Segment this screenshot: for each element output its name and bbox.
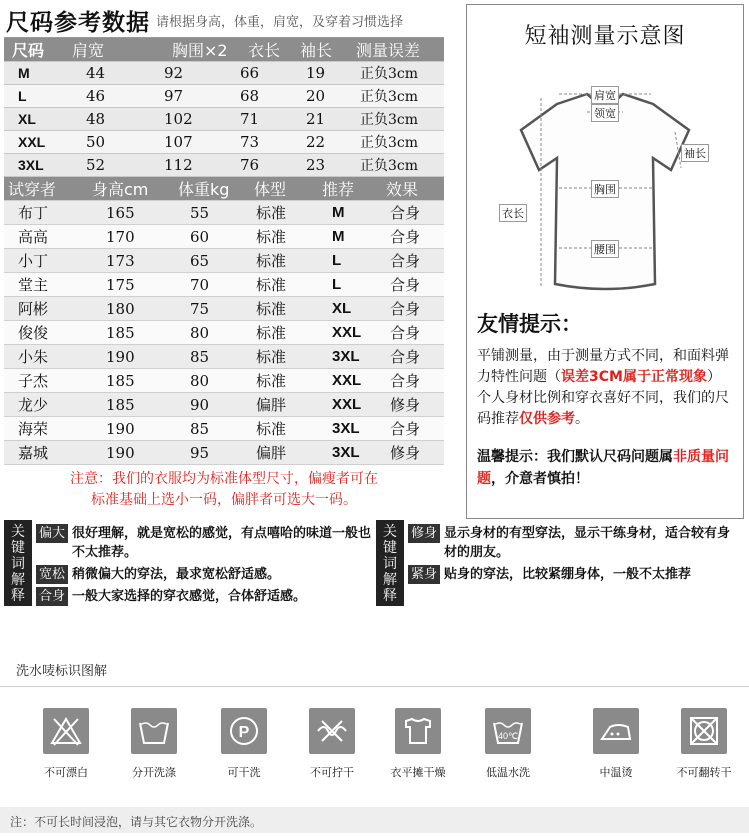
table-row (4, 108, 444, 131)
cell: 46 (86, 87, 106, 105)
cell: XXL (332, 372, 362, 389)
table-row (4, 441, 444, 465)
cell: 185 (106, 395, 135, 414)
keyword-text: 很好理解，就是宽松的感觉，有点嘻哈的味道一般也不太推荐。 (72, 526, 372, 560)
table-row (4, 345, 444, 369)
separate-wash-icon (131, 708, 177, 754)
list-item (36, 565, 372, 584)
warm-tip (467, 430, 743, 490)
cell: 标准 (256, 276, 287, 294)
side-char: 词 (383, 556, 397, 572)
cell: 44 (86, 64, 106, 82)
cell: 合身 (390, 324, 421, 342)
cell: 55 (190, 203, 210, 222)
side-char: 键 (11, 540, 25, 556)
no-wring-icon (309, 708, 355, 754)
cell: M (332, 228, 345, 245)
cell: 3XL (18, 157, 44, 173)
cell: 标准 (256, 372, 287, 390)
list-item (408, 524, 741, 562)
cell: XXL (332, 324, 362, 341)
cell: 52 (86, 156, 106, 174)
wash-label: 中温烫 (599, 766, 633, 779)
cell: 50 (86, 133, 106, 151)
tip-text: 。 (575, 411, 589, 427)
col-weight: 体重kg (178, 180, 230, 199)
dry-clean-icon (221, 708, 267, 754)
cell: 阿彬 (18, 300, 49, 318)
table-row (4, 273, 444, 297)
cell: 海荣 (18, 420, 49, 438)
cell: 标准 (256, 228, 287, 246)
wash-label: 不可拧干 (310, 766, 354, 779)
cell: 合身 (390, 276, 421, 294)
cell: 68 (240, 87, 260, 105)
cell: 185 (106, 371, 135, 390)
label-chest: 胸围 (591, 180, 619, 198)
table-row (4, 321, 444, 345)
col-sleeve: 袖长 (300, 41, 333, 60)
table-row (4, 417, 444, 441)
cell: 正负3cm (360, 135, 419, 151)
tip-text: 平铺测量，由于测量方式不同，和面料弹力特性问题（ (477, 348, 729, 385)
table-row (4, 297, 444, 321)
col-tester: 试穿者 (8, 180, 57, 199)
col-recommend: 推荐 (322, 180, 355, 199)
keyword-text: 稍微偏大的穿法，最求宽松舒适感。 (72, 567, 281, 582)
cell: 3XL (332, 348, 360, 365)
label-shoulder: 肩宽 (591, 86, 619, 104)
keyword-section (4, 520, 745, 606)
cell: 标准 (256, 420, 287, 438)
list-item (36, 587, 372, 606)
table-row (4, 154, 444, 177)
low-temp-wash-icon (485, 708, 531, 754)
table-row (4, 201, 444, 225)
warm-text: 温馨提示：我们默认尺码问题属 (477, 449, 673, 465)
label-sleeve: 袖长 (681, 144, 709, 162)
tip-text: 个人身材比例和穿衣喜好不同，我们的尺码推荐 (477, 390, 729, 427)
svg-text:P: P (238, 724, 250, 741)
side-char: 解 (11, 572, 25, 588)
keyword-text: 显示身材的有型穿法，显示干练身材，适合较有身材的朋友。 (444, 526, 731, 560)
keyword-left (32, 520, 376, 606)
wash-item (204, 708, 284, 780)
keyword-text: 一般大家选择的穿衣感觉，合体舒适感。 (72, 589, 307, 604)
cell: 97 (164, 87, 184, 105)
cell: 3XL (332, 420, 360, 437)
col-body: 体型 (254, 180, 287, 199)
col-effect: 效果 (386, 180, 419, 199)
cell: 标准 (256, 204, 287, 222)
warm-text: ，介意者慎拍！ (491, 471, 589, 487)
cell: 偏胖 (256, 396, 287, 414)
col-chest: 胸围×2 (172, 41, 228, 60)
tip-highlight: 误差3CM属于正常现象 (561, 369, 707, 385)
cell: L (18, 88, 27, 104)
cell: 堂主 (18, 276, 49, 294)
cell: 85 (190, 419, 210, 438)
label-waist: 腰围 (591, 240, 619, 258)
cell: 合身 (390, 204, 421, 222)
keyword-tag: 修身 (408, 524, 440, 543)
keyword-side-label (4, 520, 32, 606)
measurement-panel (466, 4, 744, 519)
cell: 22 (306, 133, 326, 151)
no-bleach-icon (43, 708, 89, 754)
table-row (4, 62, 444, 85)
cell: 80 (190, 371, 210, 390)
cell: 112 (164, 156, 193, 174)
cell: 73 (240, 133, 260, 151)
diagram-title: 短袖测量示意图 (524, 24, 686, 49)
tip-highlight: 仅供参考 (519, 411, 575, 427)
cell: L (332, 276, 342, 293)
washing-title: 洗水唛标识图解 (16, 664, 108, 679)
cell: 76 (240, 156, 260, 174)
table-row (4, 393, 444, 417)
tshirt-diagram (475, 58, 735, 298)
sizing-note-line2: 标准基础上选小一码，偏胖者可选大一码。 (91, 492, 357, 508)
size-table-header (4, 38, 444, 62)
cell: 修身 (390, 396, 421, 414)
side-char: 解 (383, 572, 397, 588)
keyword-side-label (376, 520, 404, 606)
size-table-body (4, 62, 444, 177)
list-item (408, 565, 741, 584)
cell: 175 (106, 275, 135, 294)
cell: 高高 (18, 228, 49, 246)
table-row (4, 85, 444, 108)
list-item (36, 524, 372, 562)
wash-item (468, 708, 548, 780)
cell: 92 (164, 64, 184, 82)
flat-dry-icon (395, 708, 441, 754)
cell: 70 (190, 275, 210, 294)
wash-item (576, 708, 656, 780)
col-shoulder: 肩宽 (72, 41, 105, 60)
cell: 正负3cm (360, 112, 419, 128)
tips-paragraph-1 (467, 338, 743, 388)
size-title: 尺码参考数据 (6, 10, 150, 36)
table-row (4, 249, 444, 273)
cell: 正负3cm (360, 89, 419, 105)
cell: L (332, 252, 342, 269)
cell: 65 (190, 251, 210, 270)
cell: 标准 (256, 252, 287, 270)
tips-title: 友情提示： (477, 312, 582, 336)
keyword-tag: 偏大 (36, 524, 68, 543)
cell: 190 (106, 419, 135, 438)
cell: 66 (240, 64, 260, 82)
size-subtitle: 请根据身高，体重，肩宽，及穿着习惯选择 (156, 15, 404, 30)
cell: 80 (190, 323, 210, 342)
col-error: 测量误差 (356, 41, 421, 60)
cell: 龙少 (18, 396, 49, 414)
table-row (4, 225, 444, 249)
cell: 合身 (390, 300, 421, 318)
cell: 165 (106, 203, 135, 222)
sizing-note (4, 465, 444, 511)
sizing-note-line1: 注意：我们的衣服均为标准体型尺寸，偏瘦者可在 (70, 471, 378, 487)
cell: XL (332, 300, 352, 317)
wash-temp-text: 40℃ (497, 731, 519, 741)
wash-label: 不可漂白 (44, 766, 88, 779)
wash-item (292, 708, 372, 780)
cell: 71 (240, 110, 260, 128)
label-length: 衣长 (499, 204, 527, 222)
cell: 20 (306, 87, 326, 105)
cell: 180 (106, 299, 135, 318)
cell: 173 (106, 251, 135, 270)
side-char: 释 (383, 588, 397, 604)
no-tumble-dry-icon (681, 708, 727, 754)
cell: 170 (106, 227, 135, 246)
cell: 嘉城 (18, 444, 49, 462)
cell: 布丁 (18, 204, 49, 222)
cell: 标准 (256, 300, 287, 318)
divider (0, 686, 749, 687)
cell: 修身 (390, 444, 421, 462)
side-char: 键 (383, 540, 397, 556)
cell: 正负3cm (360, 66, 419, 82)
try-table-header (4, 177, 444, 201)
cell: XL (18, 111, 36, 127)
cell: 合身 (390, 372, 421, 390)
cell: 90 (190, 395, 210, 414)
size-header (4, 4, 444, 38)
cell: 3XL (332, 444, 360, 461)
wash-item (664, 708, 744, 780)
cell: 95 (190, 443, 210, 462)
cell: M (332, 204, 345, 221)
wash-item (26, 708, 106, 780)
side-char: 关 (11, 524, 25, 540)
cell: M (18, 65, 30, 81)
col-length: 衣长 (248, 41, 281, 60)
warm-highlight: 非质量问题 (477, 449, 729, 487)
try-table-body (4, 201, 444, 465)
wash-label: 衣平摊干燥 (390, 766, 446, 779)
cell: 子杰 (18, 372, 49, 390)
cell: 合身 (390, 348, 421, 366)
washing-icons (0, 708, 749, 788)
cell: 75 (190, 299, 210, 318)
washing-note: 注：不可长时间浸泡，请与其它衣物分开洗涤。 (0, 807, 749, 833)
cell: 190 (106, 347, 135, 366)
cell: 23 (306, 156, 326, 174)
keyword-right (404, 520, 745, 606)
keyword-tag: 宽松 (36, 565, 68, 584)
cell: 小丁 (18, 252, 49, 270)
label-collar: 领宽 (591, 104, 619, 122)
cell: 85 (190, 347, 210, 366)
wash-item (378, 708, 458, 780)
side-char: 词 (11, 556, 25, 572)
wash-label: 不可翻转干 (676, 766, 732, 779)
side-char: 关 (383, 524, 397, 540)
wash-label: 分开洗涤 (132, 766, 176, 779)
size-reference-panel (4, 4, 444, 519)
cell: 偏胖 (256, 444, 287, 462)
keyword-text: 贴身的穿法，比较紧绷身体，一般不太推荐 (444, 567, 692, 582)
cell: 107 (164, 133, 193, 151)
wash-label: 可干洗 (227, 766, 261, 779)
wash-item (114, 708, 194, 780)
col-size: 尺码 (12, 41, 45, 60)
cell: 小朱 (18, 348, 49, 366)
cell: 48 (86, 110, 106, 128)
keyword-tag: 紧身 (408, 565, 440, 584)
cell: 正负3cm (360, 158, 419, 174)
cell: 合身 (390, 228, 421, 246)
table-row (4, 369, 444, 393)
cell: 185 (106, 323, 135, 342)
wash-label: 低温水洗 (486, 766, 530, 779)
side-char: 释 (11, 588, 25, 604)
cell: 标准 (256, 348, 287, 366)
keyword-tag: 合身 (36, 587, 68, 606)
cell: 标准 (256, 324, 287, 342)
tips-paragraph-2 (467, 388, 743, 430)
cell: 合身 (390, 252, 421, 270)
medium-iron-icon (593, 708, 639, 754)
cell: 21 (306, 110, 326, 128)
cell: 102 (164, 110, 193, 128)
col-height: 身高cm (92, 180, 149, 199)
cell: 19 (306, 64, 326, 82)
cell: XXL (332, 396, 362, 413)
cell: 合身 (390, 420, 421, 438)
table-row (4, 131, 444, 154)
cell: XXL (18, 134, 46, 150)
cell: 60 (190, 227, 210, 246)
cell: 190 (106, 443, 135, 462)
cell: 俊俊 (18, 324, 49, 342)
tip-text: ） (706, 369, 721, 385)
